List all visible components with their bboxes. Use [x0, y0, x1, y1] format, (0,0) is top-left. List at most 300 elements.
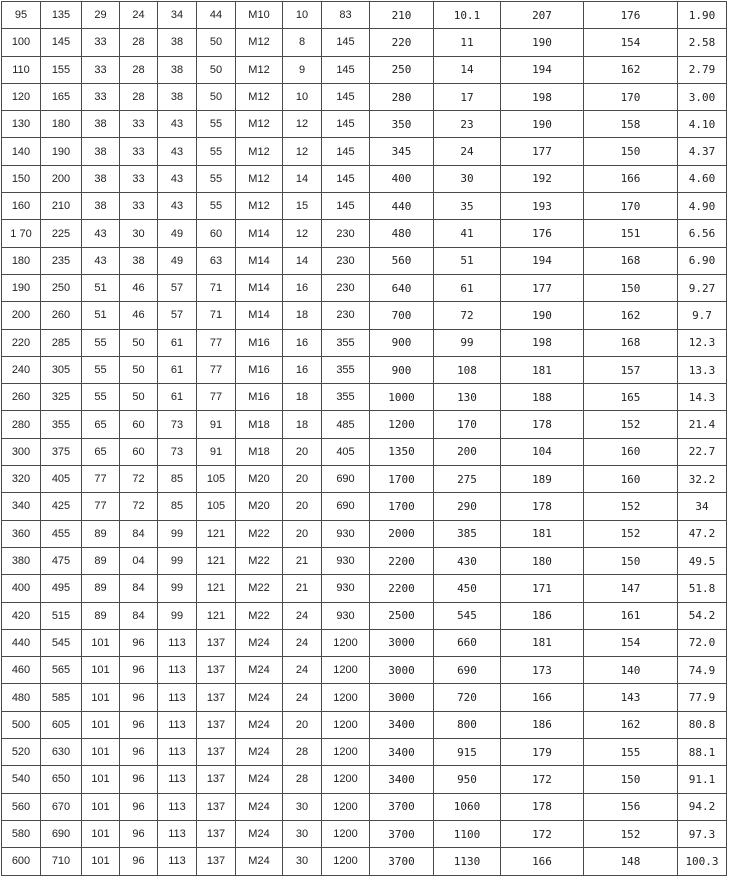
table-cell: 162 — [584, 302, 678, 329]
table-cell: 24 — [283, 684, 322, 711]
table-cell: M24 — [236, 629, 283, 656]
table-cell: 176 — [501, 220, 584, 247]
table-cell: 178 — [501, 411, 584, 438]
table-cell: 17 — [434, 83, 501, 110]
table-cell: M12 — [236, 111, 283, 138]
table-cell: 1 70 — [2, 220, 41, 247]
table-cell: 166 — [501, 684, 584, 711]
table-cell: 101 — [82, 684, 120, 711]
table-cell: 181 — [501, 356, 584, 383]
table-cell: 50 — [197, 29, 236, 56]
table-cell: 137 — [197, 848, 236, 875]
table-cell: 24 — [434, 138, 501, 165]
table-cell: 104 — [501, 438, 584, 465]
table-cell: 148 — [584, 848, 678, 875]
table-cell: 160 — [2, 193, 41, 220]
table-cell: 210 — [370, 2, 434, 29]
table-cell: 113 — [158, 793, 197, 820]
table-cell: 230 — [322, 220, 370, 247]
table-cell: 13.3 — [678, 356, 727, 383]
table-cell: 137 — [197, 629, 236, 656]
table-cell: 180 — [41, 111, 82, 138]
table-cell: 18 — [283, 411, 322, 438]
table-row — [2, 2, 727, 29]
table-cell: 168 — [584, 247, 678, 274]
table-cell: 72.0 — [678, 629, 727, 656]
table-cell: M14 — [236, 274, 283, 301]
table-cell: 72 — [434, 302, 501, 329]
table-cell: 140 — [584, 657, 678, 684]
table-cell: 190 — [501, 29, 584, 56]
table-cell: 85 — [158, 493, 197, 520]
table-cell: 440 — [370, 193, 434, 220]
table-cell: 173 — [501, 657, 584, 684]
table-cell: 12 — [283, 220, 322, 247]
table-cell: 152 — [584, 820, 678, 847]
table-cell: 50 — [120, 356, 158, 383]
table-cell: 55 — [197, 138, 236, 165]
table-cell: 47.2 — [678, 520, 727, 547]
table-cell: 325 — [41, 384, 82, 411]
table-cell: 4.10 — [678, 111, 727, 138]
table-cell: 113 — [158, 711, 197, 738]
table-cell: 77 — [197, 384, 236, 411]
table-cell: 84 — [120, 575, 158, 602]
table-cell: 345 — [370, 138, 434, 165]
table-row — [2, 193, 727, 220]
table-cell: 23 — [434, 111, 501, 138]
table-cell: 690 — [434, 657, 501, 684]
table-cell: 455 — [41, 520, 82, 547]
table-cell: 179 — [501, 739, 584, 766]
table-cell: 30 — [434, 165, 501, 192]
table-cell: 1000 — [370, 384, 434, 411]
table-cell: 150 — [584, 766, 678, 793]
table-cell: 49.5 — [678, 547, 727, 574]
table-cell: 145 — [322, 29, 370, 56]
table-cell: 89 — [82, 602, 120, 629]
table-cell: 4.60 — [678, 165, 727, 192]
table-row — [2, 547, 727, 574]
table-cell: 900 — [370, 356, 434, 383]
table-cell: 170 — [584, 193, 678, 220]
table-row — [2, 329, 727, 356]
table-cell: 181 — [501, 629, 584, 656]
table-cell: 121 — [197, 520, 236, 547]
table-row — [2, 793, 727, 820]
table-cell: 44 — [197, 2, 236, 29]
table-cell: 720 — [434, 684, 501, 711]
table-cell: 55 — [197, 111, 236, 138]
table-cell: 120 — [2, 83, 41, 110]
table-cell: 230 — [322, 247, 370, 274]
table-cell: 101 — [82, 848, 120, 875]
table-cell: 6.90 — [678, 247, 727, 274]
table-cell: 145 — [322, 83, 370, 110]
table-cell: 61 — [158, 329, 197, 356]
table-cell: M24 — [236, 766, 283, 793]
table-cell: 137 — [197, 820, 236, 847]
table-cell: 1350 — [370, 438, 434, 465]
table-row — [2, 657, 727, 684]
table-cell: 24 — [283, 602, 322, 629]
table-cell: 14 — [434, 56, 501, 83]
table-cell: 21 — [283, 575, 322, 602]
table-cell: 154 — [584, 29, 678, 56]
table-cell: 113 — [158, 739, 197, 766]
table-cell: 660 — [434, 629, 501, 656]
table-cell: 84 — [120, 520, 158, 547]
table-cell: 300 — [2, 438, 41, 465]
table-row — [2, 411, 727, 438]
table-cell: 101 — [82, 820, 120, 847]
table-cell: 38 — [82, 111, 120, 138]
table-cell: 280 — [2, 411, 41, 438]
table-cell: 156 — [584, 793, 678, 820]
table-cell: 250 — [41, 274, 82, 301]
table-cell: 137 — [197, 711, 236, 738]
table-cell: M22 — [236, 575, 283, 602]
table-cell: 96 — [120, 820, 158, 847]
table-cell: M16 — [236, 329, 283, 356]
table-cell: 152 — [584, 520, 678, 547]
table-cell: 1200 — [322, 657, 370, 684]
table-cell: 60 — [120, 411, 158, 438]
table-cell: 515 — [41, 602, 82, 629]
table-cell: 21.4 — [678, 411, 727, 438]
table-row — [2, 274, 727, 301]
table-cell: 1200 — [322, 711, 370, 738]
table-cell: 137 — [197, 793, 236, 820]
table-cell: 30 — [120, 220, 158, 247]
table-cell: 43 — [158, 111, 197, 138]
table-cell: 74.9 — [678, 657, 727, 684]
table-cell: 151 — [584, 220, 678, 247]
table-cell: 94.2 — [678, 793, 727, 820]
table-cell: 91 — [197, 411, 236, 438]
table-cell: 3000 — [370, 684, 434, 711]
table-cell: 85 — [158, 466, 197, 493]
table-cell: 1700 — [370, 466, 434, 493]
table-cell: 10 — [283, 83, 322, 110]
table-cell: 63 — [197, 247, 236, 274]
table-cell: 3700 — [370, 820, 434, 847]
table-cell: 60 — [120, 438, 158, 465]
table-cell: 14 — [283, 165, 322, 192]
table-cell: 96 — [120, 684, 158, 711]
table-cell: 190 — [41, 138, 82, 165]
table-cell: 46 — [120, 274, 158, 301]
table-cell: 137 — [197, 766, 236, 793]
table-cell: 101 — [82, 657, 120, 684]
table-cell: 2.58 — [678, 29, 727, 56]
table-cell: 101 — [82, 629, 120, 656]
table-cell: 77 — [197, 356, 236, 383]
table-cell: 50 — [120, 329, 158, 356]
table-row — [2, 138, 727, 165]
table-cell: M20 — [236, 466, 283, 493]
table-row — [2, 766, 727, 793]
table-cell: 1130 — [434, 848, 501, 875]
table-cell: 545 — [41, 629, 82, 656]
table-cell: 160 — [584, 466, 678, 493]
table-row — [2, 438, 727, 465]
table-cell: 145 — [322, 138, 370, 165]
table-cell: 355 — [322, 329, 370, 356]
table-cell: 405 — [322, 438, 370, 465]
table-cell: 152 — [584, 411, 678, 438]
table-cell: 145 — [322, 165, 370, 192]
table-cell: 400 — [2, 575, 41, 602]
table-cell: 04 — [120, 547, 158, 574]
table-cell: 135 — [41, 2, 82, 29]
table-cell: 77 — [82, 493, 120, 520]
table-cell: 340 — [2, 493, 41, 520]
table-cell: 89 — [82, 575, 120, 602]
spec-table — [1, 1, 727, 876]
table-cell: 55 — [82, 384, 120, 411]
table-cell: 630 — [41, 739, 82, 766]
table-cell: 305 — [41, 356, 82, 383]
table-cell: 168 — [584, 329, 678, 356]
table-cell: 121 — [197, 547, 236, 574]
table-cell: M12 — [236, 56, 283, 83]
table-cell: 915 — [434, 739, 501, 766]
table-cell: 3700 — [370, 848, 434, 875]
table-cell: 900 — [370, 329, 434, 356]
table-cell: 72 — [120, 466, 158, 493]
table-cell: 485 — [322, 411, 370, 438]
table-cell: 14.3 — [678, 384, 727, 411]
table-cell: 41 — [434, 220, 501, 247]
table-cell: 18 — [283, 302, 322, 329]
table-cell: 250 — [370, 56, 434, 83]
table-cell: 495 — [41, 575, 82, 602]
table-cell: 2200 — [370, 547, 434, 574]
table-cell: 178 — [501, 493, 584, 520]
table-cell: 285 — [41, 329, 82, 356]
table-cell: 3400 — [370, 711, 434, 738]
table-cell: 260 — [41, 302, 82, 329]
table-cell: 200 — [2, 302, 41, 329]
table-cell: 1200 — [370, 411, 434, 438]
table-cell: 177 — [501, 274, 584, 301]
table-row — [2, 848, 727, 875]
table-cell: 73 — [158, 438, 197, 465]
table-cell: 165 — [41, 83, 82, 110]
table-cell: 57 — [158, 302, 197, 329]
table-cell: 50 — [197, 56, 236, 83]
table-cell: 30 — [283, 793, 322, 820]
table-cell: 430 — [434, 547, 501, 574]
table-cell: 710 — [41, 848, 82, 875]
table-cell: 89 — [82, 520, 120, 547]
table-row — [2, 247, 727, 274]
table-cell: 930 — [322, 602, 370, 629]
table-cell: 16 — [283, 274, 322, 301]
table-cell: 38 — [120, 247, 158, 274]
table-cell: 1060 — [434, 793, 501, 820]
table-cell: 160 — [584, 438, 678, 465]
table-cell: M14 — [236, 302, 283, 329]
table-cell: 96 — [120, 793, 158, 820]
table-cell: 137 — [197, 657, 236, 684]
table-cell: M12 — [236, 138, 283, 165]
table-cell: 198 — [501, 329, 584, 356]
table-cell: 3400 — [370, 766, 434, 793]
table-cell: 189 — [501, 466, 584, 493]
table-cell: 121 — [197, 602, 236, 629]
table-cell: M22 — [236, 520, 283, 547]
table-cell: 170 — [584, 83, 678, 110]
table-cell: 61 — [158, 384, 197, 411]
table-cell: 480 — [370, 220, 434, 247]
table-cell: 1200 — [322, 848, 370, 875]
table-cell: 3000 — [370, 657, 434, 684]
table-cell: 50 — [120, 384, 158, 411]
table-cell: 9.7 — [678, 302, 727, 329]
table-cell: 1.90 — [678, 2, 727, 29]
table-cell: 43 — [158, 165, 197, 192]
table-cell: 96 — [120, 766, 158, 793]
table-row — [2, 711, 727, 738]
table-cell: 83 — [322, 2, 370, 29]
table-cell: 176 — [584, 2, 678, 29]
table-cell: 33 — [82, 56, 120, 83]
table-cell: 80.8 — [678, 711, 727, 738]
table-cell: 20 — [283, 711, 322, 738]
table-cell: 540 — [2, 766, 41, 793]
table-cell: 28 — [120, 29, 158, 56]
table-cell: M24 — [236, 739, 283, 766]
table-cell: 84 — [120, 602, 158, 629]
table-cell: 162 — [584, 711, 678, 738]
table-cell: 20 — [283, 466, 322, 493]
table-cell: 600 — [2, 848, 41, 875]
table-cell: 220 — [2, 329, 41, 356]
table-cell: M16 — [236, 384, 283, 411]
table-cell: 72 — [120, 493, 158, 520]
table-cell: 96 — [120, 629, 158, 656]
table-cell: 95 — [2, 2, 41, 29]
table-cell: 99 — [158, 520, 197, 547]
table-cell: 46 — [120, 302, 158, 329]
table-cell: M12 — [236, 165, 283, 192]
table-cell: 560 — [370, 247, 434, 274]
table-cell: 65 — [82, 411, 120, 438]
table-cell: 71 — [197, 302, 236, 329]
table-cell: 33 — [120, 111, 158, 138]
table-cell: 113 — [158, 629, 197, 656]
table-cell: 29 — [82, 2, 120, 29]
table-cell: 585 — [41, 684, 82, 711]
table-row — [2, 602, 727, 629]
table-cell: 12.3 — [678, 329, 727, 356]
table-cell: 101 — [82, 739, 120, 766]
table-cell: 520 — [2, 739, 41, 766]
table-cell: 14 — [283, 247, 322, 274]
table-cell: 10.1 — [434, 2, 501, 29]
table-cell: 162 — [584, 56, 678, 83]
table-cell: 43 — [82, 220, 120, 247]
table-cell: 186 — [501, 602, 584, 629]
table-cell: 140 — [2, 138, 41, 165]
table-cell: 475 — [41, 547, 82, 574]
table-cell: 43 — [82, 247, 120, 274]
table-cell: 89 — [82, 547, 120, 574]
table-cell: 1200 — [322, 739, 370, 766]
table-cell: 38 — [82, 138, 120, 165]
table-cell: 51 — [82, 274, 120, 301]
table-cell: M14 — [236, 220, 283, 247]
table-row — [2, 684, 727, 711]
table-cell: 3000 — [370, 629, 434, 656]
table-row — [2, 56, 727, 83]
table-cell: 190 — [501, 302, 584, 329]
table-cell: 154 — [584, 629, 678, 656]
table-cell: 670 — [41, 793, 82, 820]
table-cell: 500 — [2, 711, 41, 738]
table-cell: 28 — [120, 83, 158, 110]
table-cell: 280 — [370, 83, 434, 110]
table-cell: 49 — [158, 220, 197, 247]
table-cell: 38 — [82, 165, 120, 192]
table-cell: 130 — [2, 111, 41, 138]
table-cell: 99 — [158, 575, 197, 602]
table-cell: 480 — [2, 684, 41, 711]
table-cell: 930 — [322, 575, 370, 602]
table-cell: 16 — [283, 356, 322, 383]
table-cell: 21 — [283, 547, 322, 574]
table-cell: 55 — [82, 329, 120, 356]
table-cell: 91 — [197, 438, 236, 465]
table-cell: 100.3 — [678, 848, 727, 875]
table-cell: 194 — [501, 247, 584, 274]
table-cell: 700 — [370, 302, 434, 329]
table-cell: 55 — [197, 165, 236, 192]
table-cell: 260 — [2, 384, 41, 411]
table-cell: 105 — [197, 493, 236, 520]
table-cell: 97.3 — [678, 820, 727, 847]
table-row — [2, 820, 727, 847]
table-cell: 220 — [370, 29, 434, 56]
table-cell: 190 — [501, 111, 584, 138]
table-cell: 2.79 — [678, 56, 727, 83]
table-cell: 38 — [158, 83, 197, 110]
table-cell: 10 — [283, 2, 322, 29]
table-cell: 33 — [82, 29, 120, 56]
table-cell: 1200 — [322, 684, 370, 711]
table-cell: 99 — [434, 329, 501, 356]
table-cell: 3400 — [370, 739, 434, 766]
table-cell: 101 — [82, 766, 120, 793]
table-cell: 30 — [283, 848, 322, 875]
table-cell: 155 — [41, 56, 82, 83]
table-cell: 24 — [283, 657, 322, 684]
table-cell: M24 — [236, 711, 283, 738]
table-cell: 4.37 — [678, 138, 727, 165]
table-cell: 172 — [501, 820, 584, 847]
table-cell: 225 — [41, 220, 82, 247]
table-cell: 640 — [370, 274, 434, 301]
table-cell: 210 — [41, 193, 82, 220]
table-cell: 200 — [434, 438, 501, 465]
table-cell: 930 — [322, 520, 370, 547]
table-row — [2, 575, 727, 602]
table-row — [2, 29, 727, 56]
table-cell: 355 — [322, 384, 370, 411]
table-cell: 188 — [501, 384, 584, 411]
